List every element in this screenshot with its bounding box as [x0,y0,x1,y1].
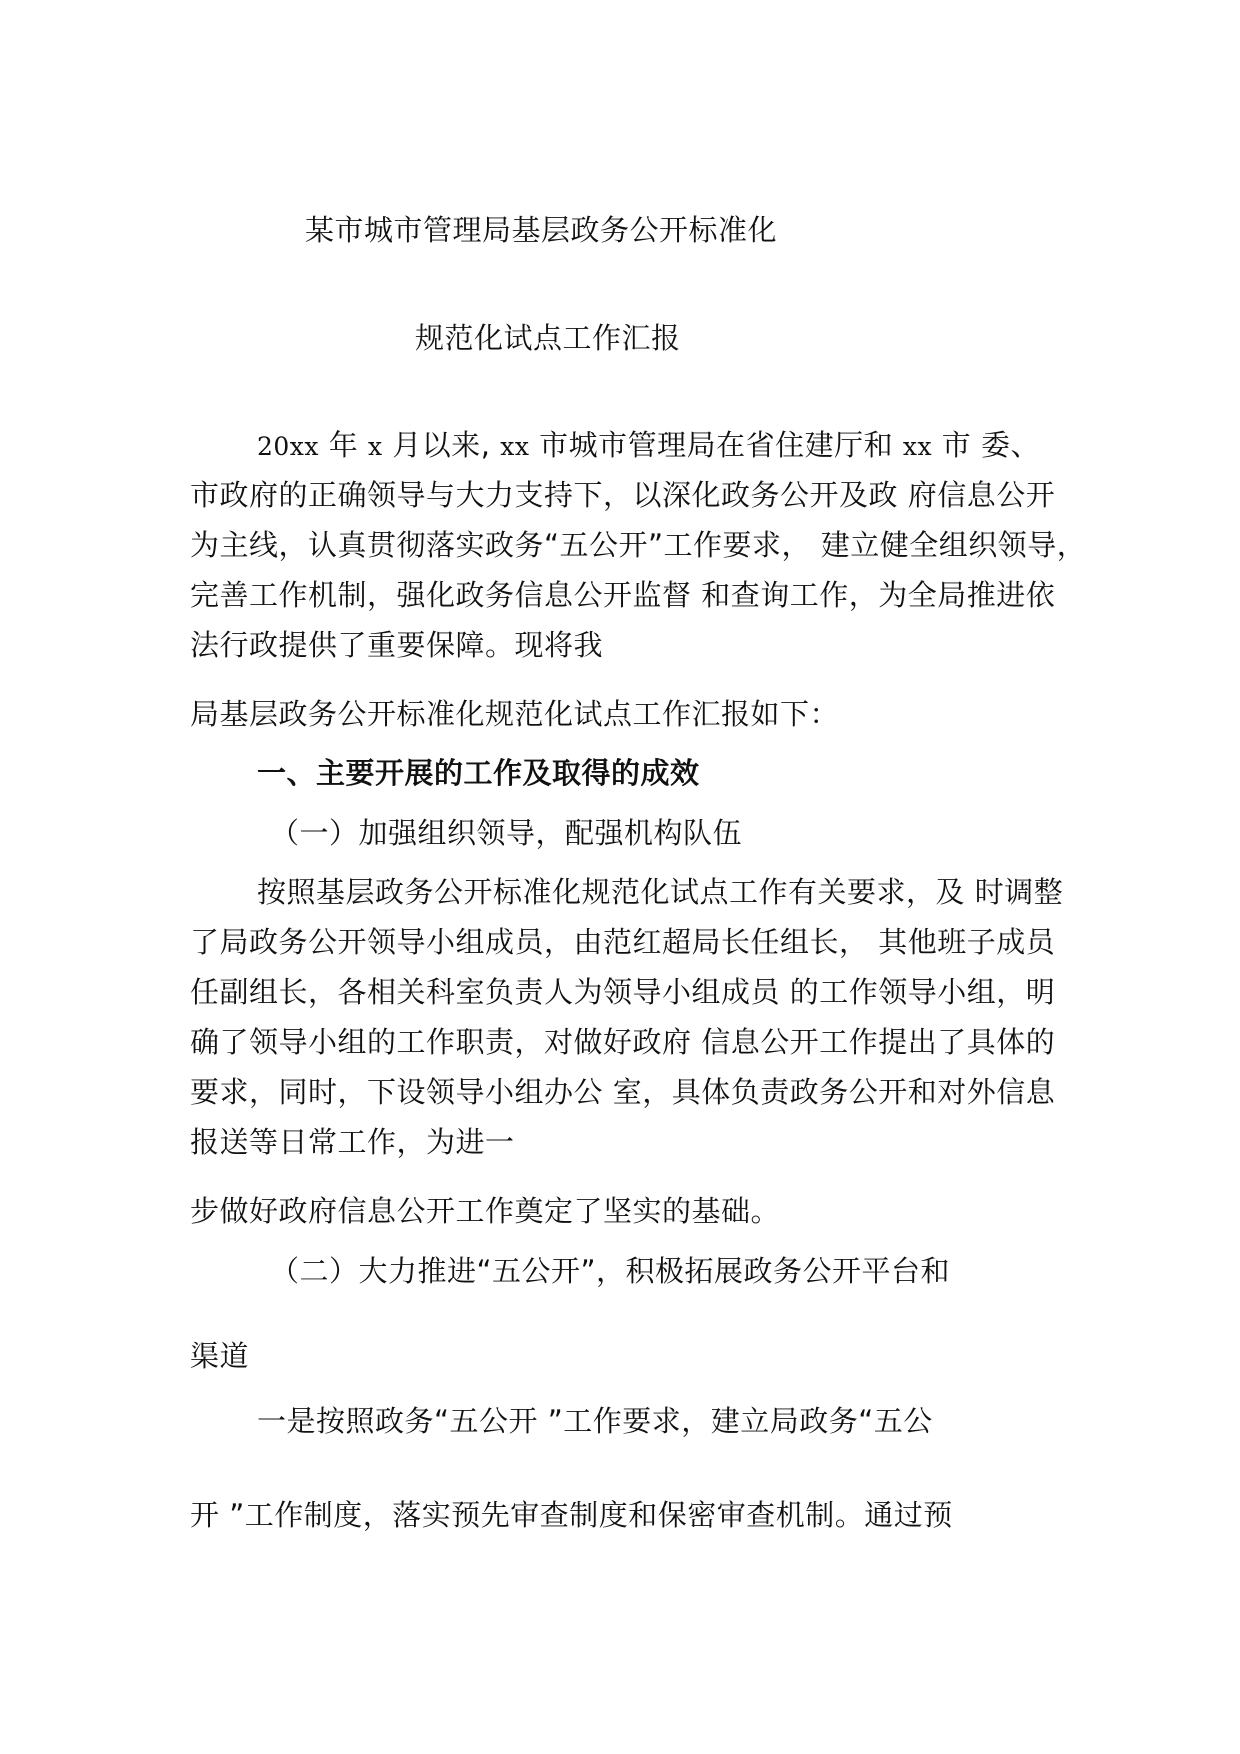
section-heading-1: 一、主要开展的工作及取得的成效 [257,756,700,790]
intro-line-2: 市政府的正确领导与大力支持下，以深化政务公开及政 府信息公开 [190,478,1056,512]
paragraph-1-line-6: 报送等日常工作，为进一 [190,1125,515,1159]
year-text: 20xx [257,432,320,461]
paragraph-1-line-1: 按照基层政务公开标准化规范化试点工作有关要求，及 时调整 [257,875,1064,909]
paragraph-1-line-3: 任副组长，各相关科室负责人为领导小组成员 的工作领导小组，明 [190,975,1056,1009]
subsection-heading-2-line-1: （二）大力推进“五公开”，积极拓展政务公开平台和 [270,1254,951,1288]
paragraph-1-line-7: 步做好政府信息公开工作奠定了坚实的基础。 [190,1194,781,1228]
intro-line-4: 完善工作机制，强化政务信息公开监督 和查询工作，为全局推进依 [190,578,1056,612]
paragraph-1-line-2: 了局政务公开领导小组成员，由范红超局长任组长， 其他班子成员 [190,925,1056,959]
intro-line-6: 局基层政务公开标准化规范化试点工作汇报如下： [190,697,840,731]
intro-text-c: 市城市管理局在省住建厅和 [529,428,903,462]
paragraph-2-line-1: 一是按照政务“五公开 ”工作要求，建立局政务“五公 [257,1404,933,1438]
intro-line-3: 为主线，认真贯彻落实政务“五公开”工作要求， 建立健全组织领导， [190,528,1087,562]
paragraph-1-line-4: 确了领导小组的工作职责，对做好政府 信息公开工作提出了具体的 [190,1025,1056,1059]
document-title-line-2: 规范化试点工作汇报 [415,321,681,355]
paragraph-2-line-2: 开 ”工作制度，落实预先审查制度和保密审查机制。通过预 [190,1498,953,1532]
intro-text-d: 市 委、 [932,428,1040,462]
city-placeholder-2: xx [902,432,933,461]
document-title-line-1: 某市城市管理局基层政务公开标准化 [305,213,778,247]
subsection-heading-1: （一）加强组织领导，配强机构队伍 [270,816,743,850]
city-placeholder-1: xx [500,432,530,461]
month-text: x [367,432,383,461]
paragraph-1-line-5: 要求，同时，下设领导小组办公 室，具体负责政务公开和对外信息 [190,1075,1056,1109]
subsection-heading-2-line-2: 渠道 [190,1339,250,1373]
intro-text-b: 月以来, [382,428,501,462]
intro-text-a: 年 [319,428,368,462]
intro-line-5: 法行政提供了重要保障。现将我 [190,628,604,662]
intro-line-1 [257,427,1040,465]
